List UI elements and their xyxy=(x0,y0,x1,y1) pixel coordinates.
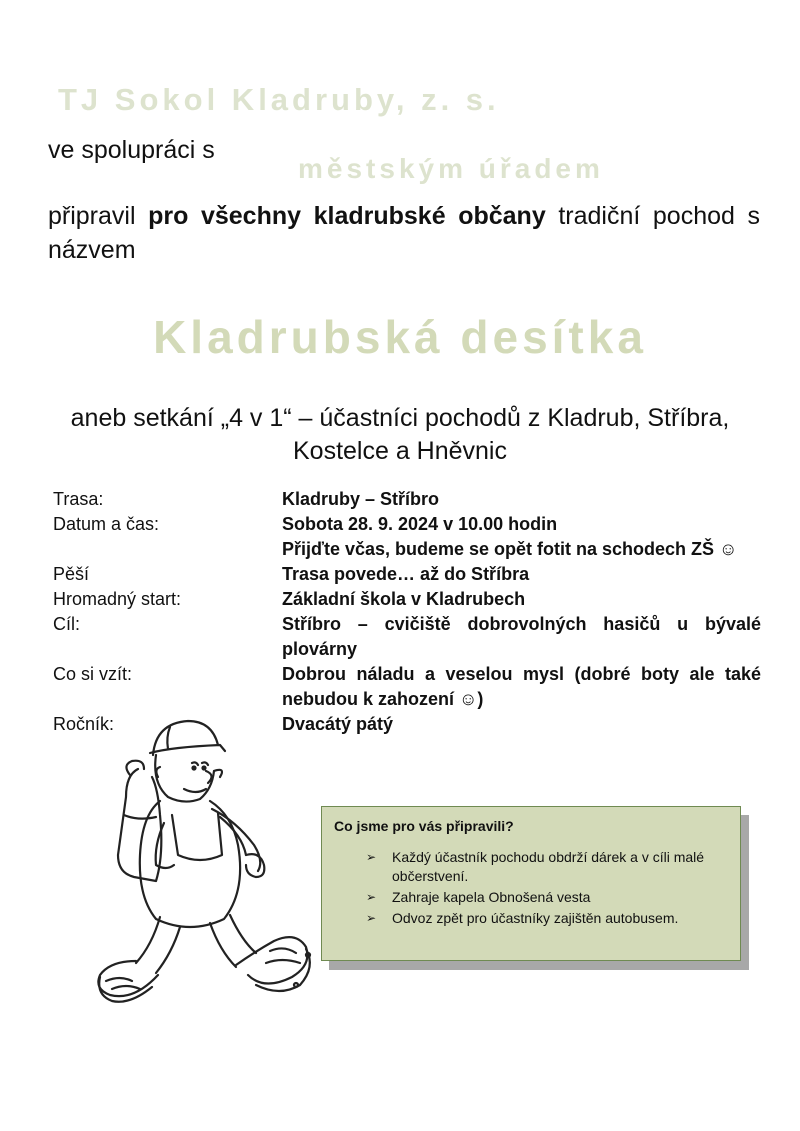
info-list-item xyxy=(366,888,728,907)
detail-value: Dobrou náladu a veselou mysl (dobré boty ale také nebudou k zahození ☺) xyxy=(282,664,761,709)
arrow-bullet-icon: ➢ xyxy=(366,911,377,925)
detail-label: Pěší xyxy=(53,564,90,584)
detail-value: Dvacátý pátý xyxy=(282,714,394,734)
detail-row xyxy=(53,487,761,512)
event-title: Kladrubská desítka xyxy=(153,311,647,363)
detail-row xyxy=(53,537,761,562)
arrow-bullet-icon: ➢ xyxy=(366,890,377,904)
detail-label: Trasa: xyxy=(53,489,104,509)
detail-row xyxy=(53,512,761,537)
detail-value: Stříbro – cvičiště dobrovolných hasičů u bývalé plovárny xyxy=(282,614,761,659)
event-subtitle: aneb setkání „4 v 1“ – účastníci pochodů z Kladrub, Stříbra, Kostelce a Hněvnic xyxy=(70,404,730,465)
detail-row xyxy=(53,612,761,662)
detail-value: Základní škola v Kladrubech xyxy=(282,589,526,609)
detail-value: Trasa povede… až do Stříbra xyxy=(282,564,530,584)
detail-row xyxy=(53,562,761,587)
partner-name: městským úřadem xyxy=(298,153,604,184)
detail-value: Sobota 28. 9. 2024 v 10.00 hodin xyxy=(282,514,558,534)
detail-label: Ročník: xyxy=(53,714,115,734)
organization-name: TJ Sokol Kladruby, z. s. xyxy=(58,82,500,117)
arrow-bullet-icon: ➢ xyxy=(366,850,377,864)
info-box-list xyxy=(334,848,728,928)
info-list-item xyxy=(366,909,728,928)
intro-bold: pro všechny kladrubské občany xyxy=(148,202,546,230)
detail-label: Datum a čas: xyxy=(53,514,160,534)
info-list-text: Každý účastník pochodu obdrží dárek a v cíli malé občerstvení. xyxy=(392,849,705,884)
info-list-item xyxy=(366,848,728,886)
intro-paragraph xyxy=(48,199,760,267)
intro-suffix: tradiční pochod s názvem xyxy=(48,202,760,264)
hiker-with-backpack-icon xyxy=(60,705,335,1025)
info-box xyxy=(321,806,741,961)
detail-row xyxy=(53,587,761,612)
details-table xyxy=(53,487,761,737)
detail-label: Co si vzít: xyxy=(53,664,133,684)
detail-label: Hromadný start: xyxy=(53,589,182,609)
info-box-heading: Co jsme pro vás připravili? xyxy=(334,818,514,834)
detail-value: Kladruby – Stříbro xyxy=(282,489,440,509)
cooperation-text: ve spolupráci s xyxy=(48,136,215,164)
detail-label xyxy=(53,537,282,562)
detail-label: Cíl: xyxy=(53,614,80,634)
info-list-text: Zahraje kapela Obnošená vesta xyxy=(392,889,591,905)
info-list-text: Odvoz zpět pro účastníky zajištěn autobusem. xyxy=(392,910,679,926)
intro-prefix: připravil xyxy=(48,202,149,230)
detail-value: Přijďte včas, budeme se opět fotit na schodech ZŠ ☺ xyxy=(282,539,738,559)
